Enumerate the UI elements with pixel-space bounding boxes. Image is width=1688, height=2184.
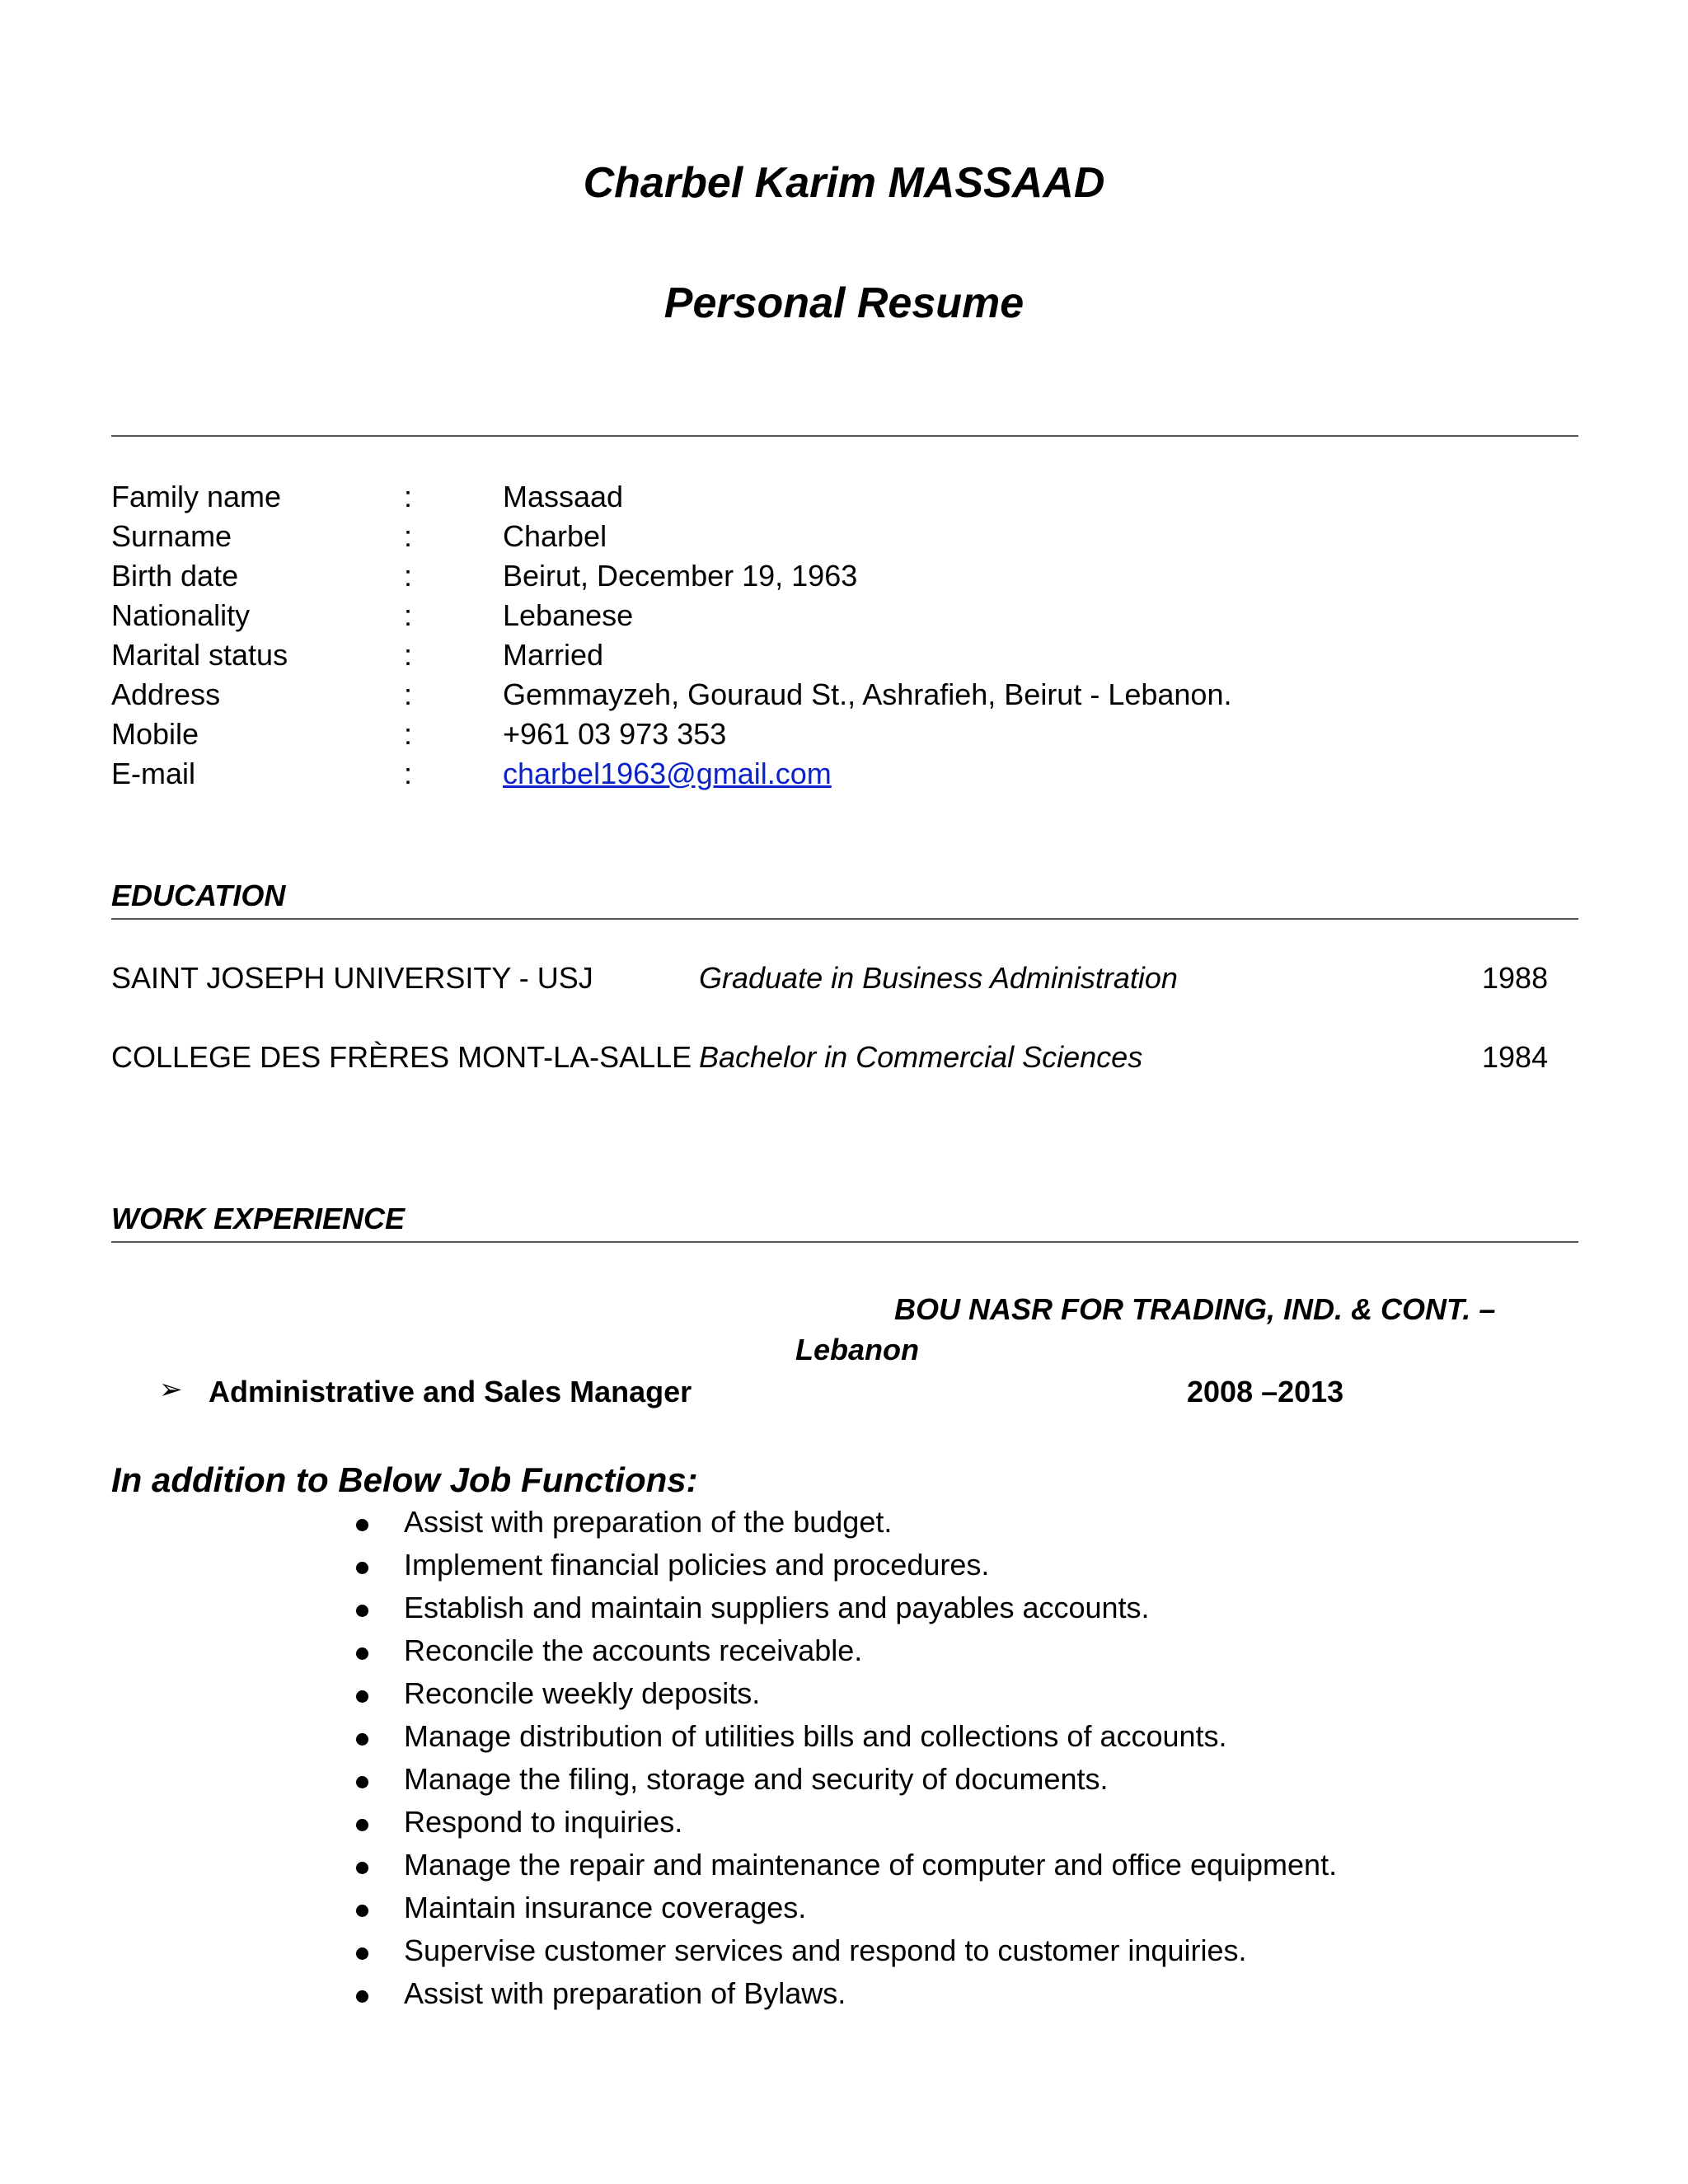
info-colon: : [404,519,413,553]
info-value: Lebanese [503,598,634,632]
info-row-birth-date [0,559,1688,598]
info-value: Charbel [503,519,607,553]
info-row-nationality [0,598,1688,638]
bullet-icon [356,1819,368,1831]
info-value: +961 03 973 353 [503,717,727,751]
list-item [0,1933,1688,1975]
bullet-icon [356,1905,368,1917]
bullet-icon [356,1776,368,1788]
bullet-icon [356,1605,368,1617]
resume-subtitle: Personal Resume [663,279,1025,327]
duty-text: Reconcile the accounts receivable. [404,1633,863,1667]
info-colon: : [404,717,413,751]
work-experience-heading: WORK EXPERIENCE [111,1202,406,1235]
info-label: Birth date [111,559,239,593]
info-row-marital-status [0,638,1688,677]
info-colon: : [404,480,413,513]
info-row-family-name [0,480,1688,519]
info-colon: : [404,598,413,632]
education-year: 1984 [1482,1040,1549,1074]
info-label: Nationality [111,598,251,632]
info-label: Surname [111,519,232,553]
info-colon: : [404,677,413,711]
info-value: Beirut, December 19, 1963 [503,559,858,593]
bullet-icon [356,1733,368,1746]
info-label: Family name [111,480,282,513]
company-country: Lebanon [795,1333,919,1366]
bullet-icon [356,1647,368,1660]
info-value: Massaad [503,480,624,513]
education-year: 1988 [1482,961,1549,995]
info-label: Mobile [111,717,199,751]
duty-text: Assist with preparation of Bylaws. [404,1976,846,2010]
resume-name-title: Charbel Karim MASSAAD [583,159,1105,207]
info-row-address [0,677,1688,717]
info-colon: : [404,559,413,593]
bullet-icon [356,1519,368,1531]
bullet-icon [356,1690,368,1703]
list-item [0,1591,1688,1632]
job-functions-heading: In addition to Below Job Functions: [111,1460,698,1499]
info-value: Gemmayzeh, Gouraud St., Ashrafieh, Beirut - Lebanon. [503,677,1232,711]
education-heading: EDUCATION [111,879,286,912]
info-value: Married [503,638,604,672]
info-row-email [0,757,1688,796]
list-item [0,1848,1688,1889]
duty-text: Reconcile weekly deposits. [404,1676,761,1710]
education-degree: Graduate in Business Administration [699,961,1178,995]
list-item [0,1762,1688,1803]
bullet-icon [356,1862,368,1874]
education-divider [111,918,1578,920]
duty-text: Implement financial policies and procedures. [404,1548,990,1582]
duty-text: Maintain insurance coverages. [404,1891,807,1924]
job-years: 2008 –2013 [1187,1375,1344,1408]
list-item [0,1548,1688,1589]
info-value [503,757,832,791]
education-school: SAINT JOSEPH UNIVERSITY - USJ [111,961,593,995]
arrow-bullet-icon: ➢ [159,1374,183,1405]
duty-text: Establish and maintain suppliers and payables accounts. [404,1591,1150,1624]
education-school: COLLEGE DES FRÈRES MONT-LA-SALLE [111,1040,692,1074]
info-row-mobile [0,717,1688,757]
education-degree: Bachelor in Commercial Sciences [699,1040,1143,1074]
info-label: Marital status [111,638,288,672]
info-colon: : [404,638,413,672]
email-link[interactable]: charbel1963@gmail.com [503,757,832,790]
bullet-icon [356,1562,368,1574]
duty-text: Manage distribution of utilities bills and collections of accounts. [404,1719,1227,1753]
work-experience-divider [111,1241,1578,1243]
info-colon: : [404,757,413,790]
duty-text: Assist with preparation of the budget. [404,1505,893,1539]
company-name: BOU NASR FOR TRADING, IND. & CONT. – [894,1292,1496,1326]
info-label: Address [111,677,221,711]
duty-text: Manage the filing, storage and security of documents. [404,1762,1109,1796]
list-item [0,1719,1688,1760]
bullet-icon [356,1947,368,1960]
header-divider [111,435,1578,437]
list-item [0,1505,1688,1546]
list-item [0,1633,1688,1675]
list-item [0,1891,1688,1932]
list-item [0,1805,1688,1846]
job-title: Administrative and Sales Manager [209,1375,692,1408]
info-label: E-mail [111,757,196,790]
list-item [0,1676,1688,1718]
duty-text: Manage the repair and maintenance of computer and office equipment. [404,1848,1338,1882]
bullet-icon [356,1990,368,2003]
info-row-surname [0,519,1688,559]
duty-text: Supervise customer services and respond to customer inquiries. [404,1933,1247,1967]
list-item [0,1976,1688,2018]
duty-text: Respond to inquiries. [404,1805,683,1839]
